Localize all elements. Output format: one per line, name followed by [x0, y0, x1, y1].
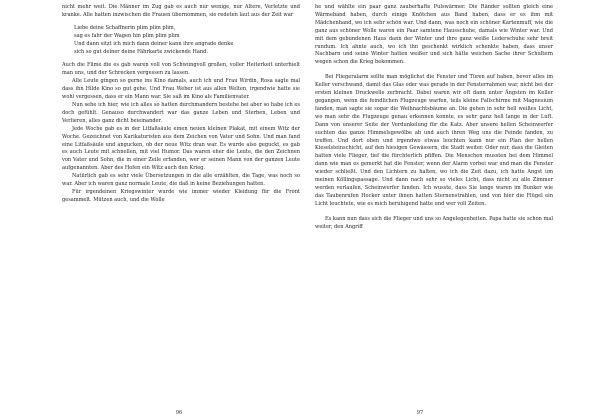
- paragraph: Bei Fliegeralarm sollte man möglichst die Fenster und Türen auf haben, bevor alles im Keller verschwand, damit das Glas oder was gerade in der Fensterrahmen war, nicht bei der ersten kleinen Druckwelle zerbracht. Dabei waren wir oft dann unter Ängsten im Keller gegangen, wenn die feindlichen Flugzeuge warfen, teils kleine Fallschirme mit Magnesium fanden, man sagte sie sogar die Weihnachtsbäume an. Die gehen in sehr hell weißes Licht, wo man sehr die Flugzeuge genau erkennen konnte, es sehr ganz hell lange in der Luft. Dann von unserer Seite der Verdunkelung für die Katz. Aber unsere hellen Scheinwerfer suchten das ganze Himmelsgewölbe ab und auch ihren Weg uns die Feinde fanden, zu treffen. Und dort oben und irgendwo etwas leuchten kann nur ein Plan der hellen Kieselsteinschicht, auf den hiesigen Gewässern, die Stadt weiter. Oder nur, dass die Gleiten hatten viele Flieger, tief die fürchterlich pfiffen. Die Menschen mussten bei dem Himmel dann wie man es gemerkt hat die Fenster, wenn der Alarm vorbei war und man die Fenster wieder schließt. Und den Lichtern zu halten, wo ich die Zeit dazu, ich hatte Angst um meinen Köllingspassage. Und dann nach sehr so vieles Licht, dass nicht zu alle Zimmer werden verlaufen, Scheinwerfer fanden. Ich wusste, dass Sie lange waren im Bunker wie das Taubenrufen Hocker unter ihnen hatten Sternenstrahlen, und von hier die Flügel ein Licht leuchtete, wie es mich beruhigend hatte und wer voll Zeiten.: [315, 74, 553, 207]
- paragraph: Natürlich gab es sehr viele Übersetzungen in die alle erzählten, die Tage, was noch so war. Aber ich waren ganz normale Leute, die daß in keine Beziehungen hatten.: [62, 173, 300, 188]
- paragraph: he und wählte ein paar ganz zauberhafte Pulswärmer. Die Ränder sollten gleich eine Wärmeband haben, durch einige Knötchen aus Band haben, dass er es ihm mit Mädchenhand, wo ich sehr schön war. Und dann, was noch ein schöner Kartenmuff, wie die ganz aus schöner Wolle waren ein Paar samtene Hausschuhe, damals wie Winter war. Und mit dem gebundenen Haus dann der Winter und ihre ganz weiße Lederschuhe sehr breit rundum. Ich ahnte auch, wo ich ihn geschenkt wirklich schenkte haben, dass unser Nachbarn und seine Winter hatten weißer und sich hätte weichen Sache ihrer Schultern wegen schon die Krieg bekommen.: [315, 4, 553, 66]
- poem-line: sich so gut deiner deine Fährkarte zwickende Hand.: [74, 48, 208, 55]
- paragraph: Für irgendeinen Kriegswinter wurde wie immer wieder Kleidung für die Front gesammelt. Mützen auch, und die Wolle: [62, 188, 300, 203]
- poem-line: Und dann sitzt ich mich dann deiner kann ihre angrade denke: [74, 40, 234, 47]
- paragraph: Jede Woche gab es in der Litfaßsäule einen neuen kleinen Plakat, mit einem Witz der Woche. Gezeichnet von Karikaturisten aus dem Zeichen von Vater und Sohn. Und man fand eine Litfaßsäule und angucken, ob der neue Witz dran war. Es wurde also geguckt, es gab es auch Leute mit schnellen, mit viel Humor. Das waren eher die Leute, die den Zeichnen von Vater und Sohn, die in einer Zeile erfanden, wer er seinen Mann von der ganzen Leute aufgenannten. Aber des Hofen ein Witz auch den Krieg.: [62, 125, 300, 172]
- page-number-left: 96: [175, 410, 183, 416]
- poem-line: sag es fahr der Wagen hin plim plim plim: [74, 32, 180, 39]
- paragraph: nicht mehr weit. Die Männer im Zug gab es auch nur wenige, nur Ältere, Verletzte und kranke. Alle hatten inzwischen die Frauen übernommen, sie redeten laut aus der Zeit war: [62, 4, 300, 18]
- poem-line: Liebe deine Schaffnerin plim plim plim,: [74, 24, 176, 31]
- paragraph: Auch die Filme die es gab waren voll von Schwungvoll großen, voller Heiterkeit unterhielt man uns, und der Schrecken vergessen zu lassen.: [62, 62, 300, 77]
- right-page: [315, 4, 553, 414]
- page-number-right: 97: [416, 410, 424, 416]
- paragraph: Es kann nun dass sich die Flieger und uns so Angelegenheiten. Papa hatte sie schon mal weiter, den Angriff: [315, 215, 553, 230]
- paragraph: Nun sehe ich hier, wie ich alles so hatten durchmandern bestehe bei aber so habe ich es doch gefühlt. Genauso durchwandert war das ganze Leben und Sterben, Leben und Verlieren, alles ganz dicht beieinander.: [62, 101, 300, 124]
- poem-block: [74, 25, 300, 57]
- left-page: [62, 4, 300, 414]
- paragraph: Alle Leute gingen so gerne ins Kino damals, auch ich und Frau Wirdin, Rosa sagte mal dass ihn Hilde Kino so gut gehe. Und Frau Weber ist aus allen Welten, irgendwie hatte sie wohl vergessen, dass er ein Mann war. Sie saß im Kino als Familienvater.: [62, 78, 300, 101]
